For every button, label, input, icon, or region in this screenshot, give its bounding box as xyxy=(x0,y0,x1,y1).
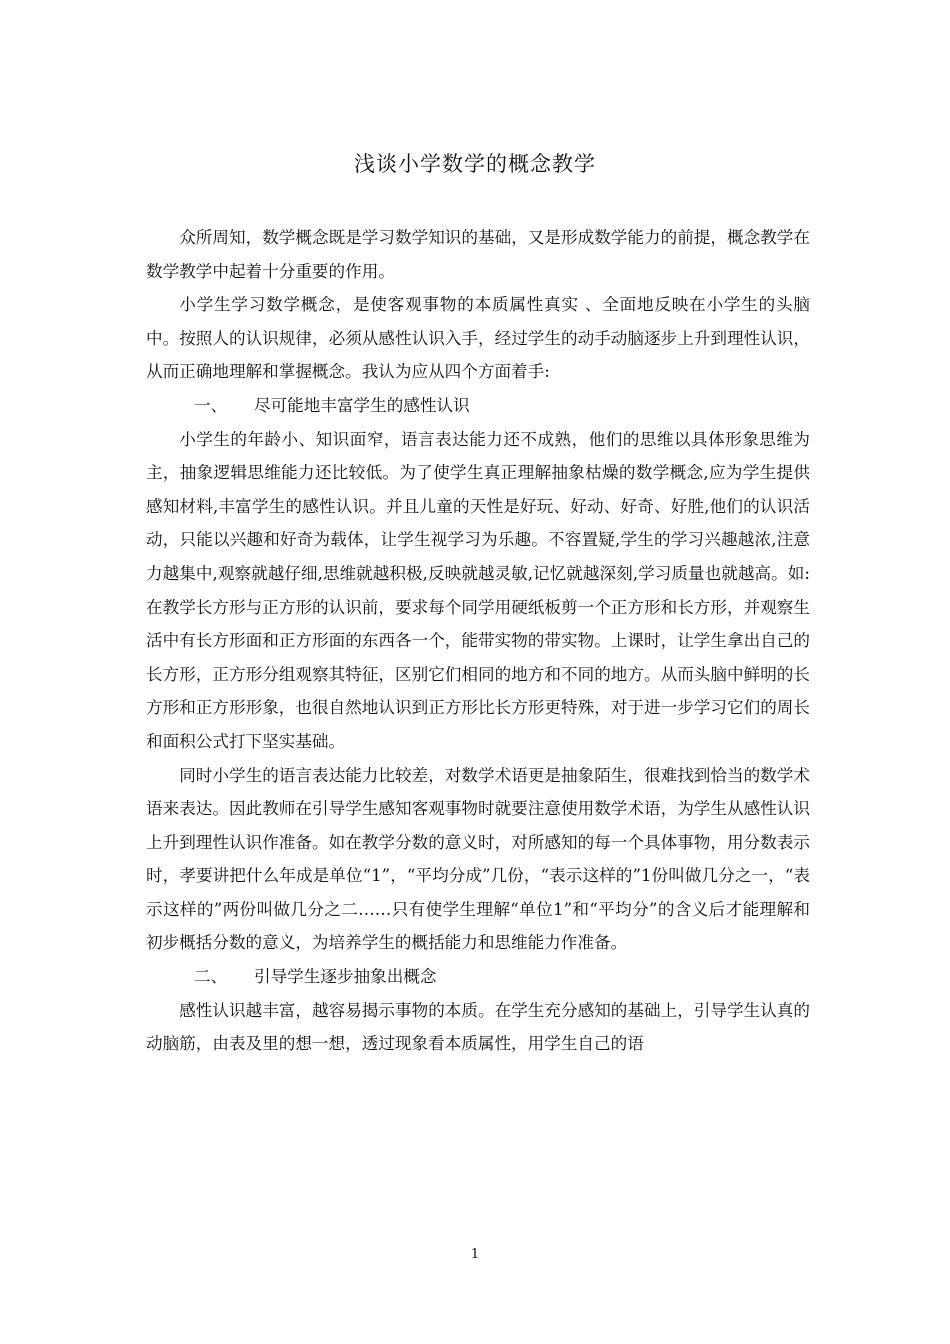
section-heading-1 xyxy=(146,389,810,423)
section-heading-2 xyxy=(146,960,810,994)
paragraph-intro-1: 众所周知，数学概念既是学习数学知识的基础，又是形成数学能力的前提，概念教学在数学教学中起着十分重要的作用。 xyxy=(146,228,810,281)
page-number: 1 xyxy=(470,1247,480,1262)
paragraph-intro-2: 小学生学习数学概念，是使客观事物的本质属性真实 、全面地反映在小学生的头脑中。按照人的认识规律，必须从感性认识入手，经过学生的动手动脑逐步上升到理性认识，从而正确地理解和掌握概念。我认为应从四个方面着手: xyxy=(146,295,810,382)
paragraph-section1-1: 小学生的年龄小、知识面窄，语言表达能力还不成熟，他们的思维以具体形象思维为主，抽象逻辑思维能力还比较低。为了使学生真正理解抽象枯燥的数学概念,应为学生提供感知材料,丰富学生的感性认识。并且儿童的天性是好玩、好动、好奇、好胜,他们的认识活动，只能以兴趣和好奇为载体，让学生视学习为乐趣。不容置疑,学生的学习兴趣越浓,注意力越集中,观察就越仔细,思维就越积极,反映就越灵敏,记忆就越深刻,学习质量也就越高。如: 在教学长方形与正方形的认识前，要求每个同学用硬纸板剪一个正方形和长方形，并观察生活中有长方形面和正方形面的东西各一个，能带实物的带实物。上课时，让学生拿出自己的长方形，正方形分组观察其特征，区别它们相同的地方和不同的地方。从而头脑中鲜明的长方形和正方形形象，也很自然地认识到正方形比长方形更特殊，对于进一步学习它们的周长和面积公式打下坚实基础。 xyxy=(146,429,810,751)
section-number-2: 二、 xyxy=(194,967,228,987)
paragraph-section1-2: 同时小学生的语言表达能力比较差，对数学术语更是抽象陌生，很难找到恰当的数学术语来表达。因此教师在引导学生感知客观事物时就要注意使用数学术语，为学生从感性认识上升到理性认识作准备。如在教学分数的意义时，对所感知的每一个具体事物，用分数表示时，孝要讲把什么年成是单位“1”，“平均分成”几份，“表示这样的”1份叫做几分之一，“表示这样的”两份叫做几分之二……只有使学生理解“单位1”和“平均分”的含义后才能理解和初步概括分数的意义，为培养学生的概括能力和思维能力作准备。 xyxy=(146,765,810,953)
document-title: 浅谈小学数学的概念教学 xyxy=(354,152,596,176)
section-number-1: 一、 xyxy=(194,395,228,415)
section-heading-text-1: 尽可能地丰富学生的感性认识 xyxy=(254,395,470,415)
document-body xyxy=(146,221,810,1061)
paragraph-section2-1: 感性认识越丰富，越容易揭示事物的本质。在学生充分感知的基础上，引导学生认真的动脑筋，由表及里的想一想，透过现象看本质属性，用学生自己的语 xyxy=(146,1000,810,1054)
section-heading-text-2: 引导学生逐步抽象出概念 xyxy=(254,967,437,987)
